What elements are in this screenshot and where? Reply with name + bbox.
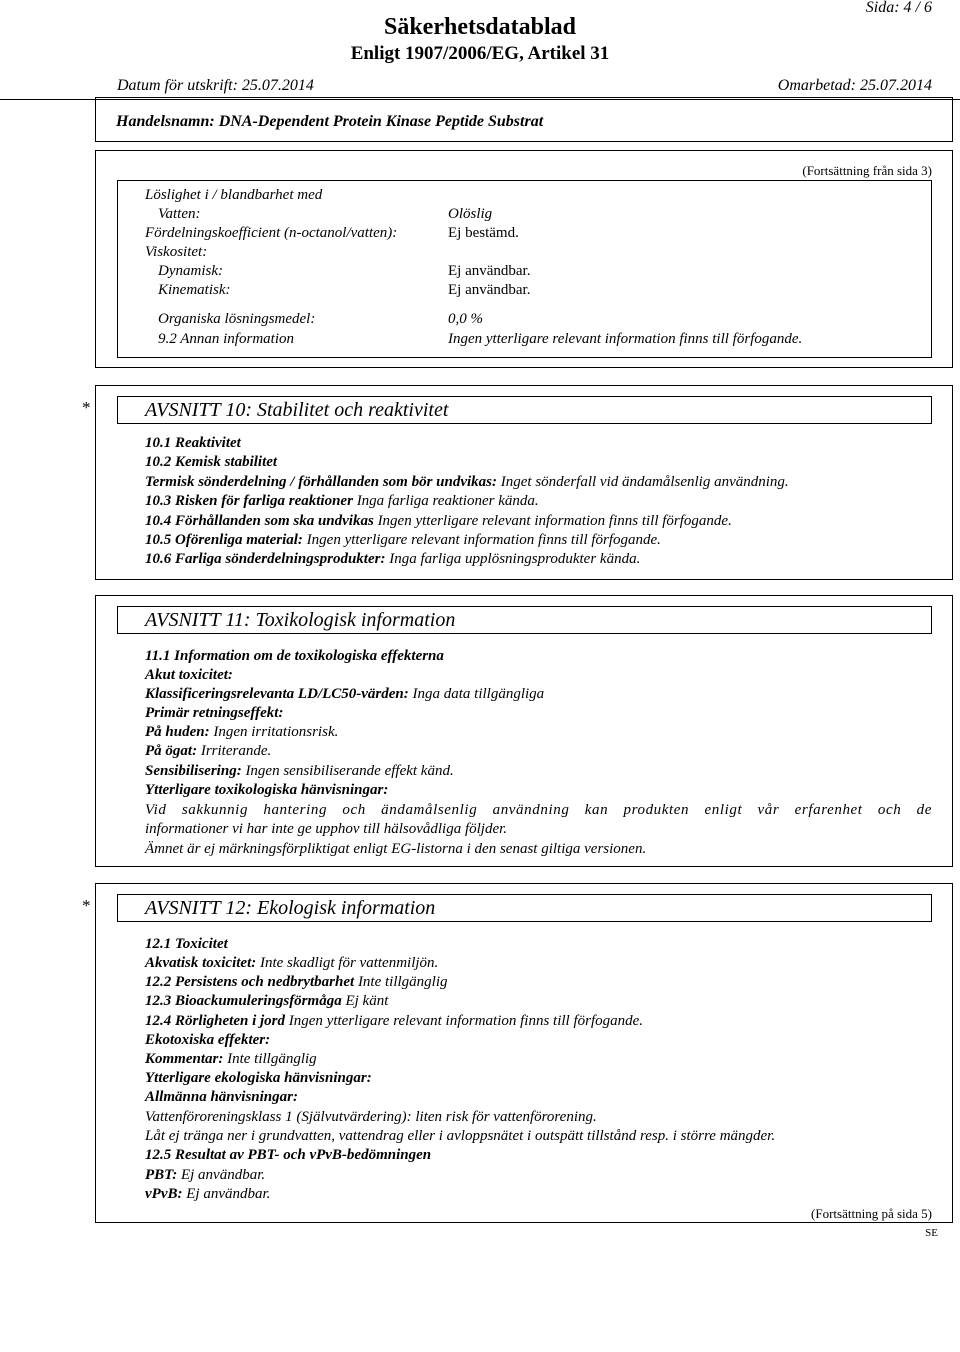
country-code: SE	[925, 1227, 938, 1239]
other-info-label: 9.2 Annan information	[158, 331, 294, 347]
s11-line-7-value: Ingen sensibiliserande effekt känd.	[245, 763, 454, 779]
s12-line-13	[145, 1166, 265, 1185]
document-subtitle: Enligt 1907/2006/EG, Artikel 31	[350, 43, 610, 64]
section-11-title: AVSNITT 11: Toxikologisk information	[145, 609, 456, 631]
s12-line-4-label: 12.3 Bioackumuleringsförmåga	[145, 993, 342, 1009]
s12-line-1: 12.1 Toxicitet	[145, 936, 228, 952]
s12-line-7-value: Inte tillgänglig	[227, 1051, 317, 1067]
s11-line-6-label: På ögat:	[145, 743, 198, 759]
trade-name-box	[95, 97, 953, 142]
s10-line-7-label: 10.6 Farliga sönderdelningsprodukter:	[145, 551, 386, 567]
s11-line-2: Akut toxicitet:	[145, 667, 233, 683]
s11-line-8: Ytterligare toxikologiska hänvisningar:	[145, 782, 389, 798]
page-number: Sida: 4 / 6	[865, 0, 932, 16]
s10-line-6-label: 10.5 Oförenliga material:	[145, 532, 303, 548]
s12-line-14-label: vPvB:	[145, 1186, 183, 1202]
s10-line-6-value: Ingen ytterligare relevant information finns till förfogande.	[306, 532, 661, 548]
kinematic-label: Kinematisk:	[158, 282, 231, 298]
solubility-heading: Löslighet i / blandbarhet med	[145, 187, 323, 203]
s10-line-3	[145, 473, 789, 492]
partition-label: Fördelningskoefficient (n-octanol/vatten):	[145, 225, 398, 241]
other-info-value: Ingen ytterligare relevant information finns till förfogande.	[448, 331, 803, 347]
s11-line-6	[145, 742, 271, 761]
s11-line-6-value: Irriterande.	[200, 743, 272, 759]
s12-line-2-value: Inte skadligt för vattenmiljön.	[259, 955, 439, 971]
s12-line-12: 12.5 Resultat av PBT- och vPvB-bedömningen	[145, 1147, 432, 1163]
s12-line-7-label: Kommentar:	[145, 1051, 224, 1067]
s10-line-7	[145, 550, 640, 569]
s11-line-5-label: På huden:	[145, 724, 210, 740]
s12-line-10: Vattenföroreningsklass 1 (Självutvärdering): liten risk för vattenförorening.	[145, 1109, 597, 1125]
s10-line-5	[145, 512, 732, 531]
s12-line-7	[145, 1050, 317, 1069]
s12-line-4-value: Ej känt	[345, 993, 389, 1009]
s10-line-5-label: 10.4 Förhållanden som ska undvikas	[145, 513, 374, 529]
s11-line-11: Ämnet är ej märkningsförpliktigat enligt EG-listorna i den senast giltiga versionen.	[145, 841, 647, 857]
s12-line-3-value: Inte tillgänglig	[357, 974, 448, 990]
s10-stability: 10.2 Kemisk stabilitet	[145, 454, 278, 470]
revision-marker: *	[82, 398, 91, 417]
s10-reactivity: 10.1 Reaktivitet	[145, 435, 241, 451]
s10-line-6	[145, 531, 661, 550]
s12-line-5	[145, 1012, 643, 1031]
s12-line-5-label: 12.4 Rörligheten i jord	[145, 1013, 286, 1029]
dynamic-label: Dynamisk:	[158, 263, 223, 279]
s11-line-3-value: Inga data tillgängliga	[412, 686, 545, 702]
s11-line-9: Vid sakkunnig hantering och ändamålsenlig användning kan produkten enligt vår erfarenhet och de	[145, 802, 932, 818]
continued-to: (Fortsättning på sida 5)	[811, 1206, 932, 1221]
kinematic-value: Ej användbar.	[448, 282, 531, 298]
s10-line-3-label: Termisk sönderdelning / förhållanden som bör undvikas:	[145, 474, 498, 490]
s12-line-2-label: Akvatisk toxicitet:	[145, 955, 257, 971]
solvents-label: Organiska lösningsmedel:	[158, 311, 316, 327]
s10-line-5-value: Ingen ytterligare relevant information finns till förfogande.	[377, 513, 732, 529]
trade-name: Handelsnamn: DNA-Dependent Protein Kinase Peptide Substrat	[116, 113, 544, 130]
print-date: Datum för utskrift: 25.07.2014	[117, 77, 314, 94]
s11-line-5-value: Ingen irritationsrisk.	[213, 724, 339, 740]
s11-line-7-label: Sensibilisering:	[145, 763, 242, 779]
s12-line-8: Ytterligare ekologiska hänvisningar:	[145, 1070, 372, 1086]
s10-line-4-label: 10.3 Risken för farliga reaktioner	[145, 493, 353, 509]
s12-line-3	[145, 973, 448, 992]
water-value: Olöslig	[448, 206, 493, 222]
s12-line-6: Ekotoxiska effekter:	[145, 1032, 271, 1048]
solvents-value: 0,0 %	[448, 311, 483, 327]
s11-line-3-label: Klassificeringsrelevanta LD/LC50-värden:	[145, 686, 409, 702]
revised-date: Omarbetad: 25.07.2014	[777, 77, 932, 94]
section-10-title: AVSNITT 10: Stabilitet och reaktivitet	[145, 399, 449, 421]
viscosity-heading: Viskositet:	[145, 244, 208, 260]
s12-line-14-value: Ej användbar.	[186, 1186, 271, 1202]
s11-line-3	[145, 685, 544, 704]
s11-line-5	[145, 723, 338, 742]
s11-line-4: Primär retningseffekt:	[145, 705, 284, 721]
s12-line-5-value: Ingen ytterligare relevant information finns till förfogande.	[288, 1013, 644, 1029]
partition-value: Ej bestämd.	[448, 225, 519, 241]
s12-line-9: Allmänna hänvisningar:	[145, 1089, 298, 1105]
s12-line-11: Låt ej tränga ner i grundvatten, vattendrag eller i avloppsnätet i outspätt tillstånd resp. i större mängder.	[145, 1128, 776, 1144]
s12-line-4	[145, 992, 388, 1011]
s12-line-13-label: PBT:	[145, 1167, 178, 1183]
s12-line-14	[145, 1185, 270, 1204]
s12-line-13-value: Ej användbar.	[180, 1167, 266, 1183]
s10-line-3-value: Inget sönderfall vid ändamålsenlig användning.	[500, 474, 789, 490]
section-12-title: AVSNITT 12: Ekologisk information	[145, 897, 436, 919]
revision-marker-2: *	[82, 896, 91, 915]
s11-line-1: 11.1 Information om de toxikologiska effekterna	[145, 648, 444, 664]
s10-line-7-value: Inga farliga upplösningsprodukter kända.	[389, 551, 641, 567]
dynamic-value: Ej användbar.	[448, 263, 531, 279]
s10-line-4	[145, 492, 539, 511]
s12-line-3-label: 12.2 Persistens och nedbrytbarhet	[145, 974, 355, 990]
s12-line-2	[145, 954, 438, 973]
s11-line-10: informationer vi har inte ge upphov till hälsovådliga följder.	[145, 821, 508, 837]
s11-line-7	[145, 762, 454, 781]
continued-from: (Fortsättning från sida 3)	[802, 163, 932, 178]
water-label: Vatten:	[158, 206, 201, 222]
document-title: Säkerhetsdatablad	[383, 14, 577, 40]
s10-line-4-value: Inga farliga reaktioner kända.	[356, 493, 539, 509]
